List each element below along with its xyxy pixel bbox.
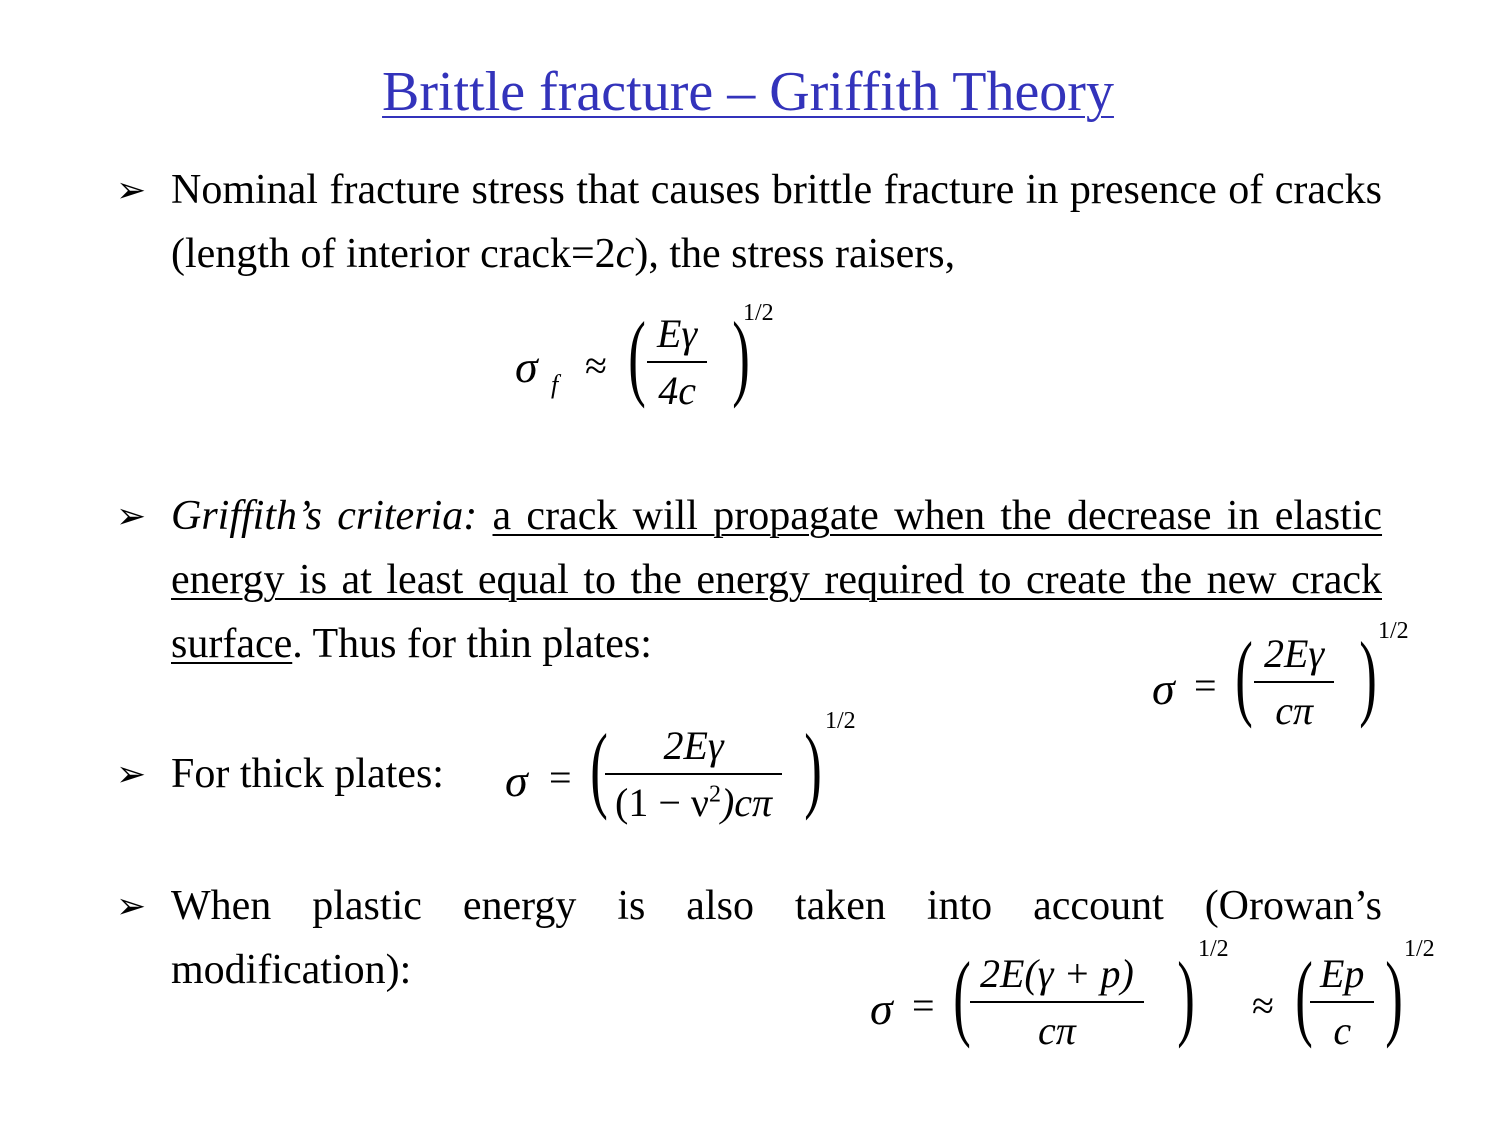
eq4-numerator: 2E(γ + p) <box>970 950 1144 1003</box>
eq4-equals: = <box>912 983 935 1028</box>
eq3-exponent: 1/2 <box>825 708 856 734</box>
eq2-fraction <box>1254 630 1334 734</box>
griffith-criteria-statement: a crack will propagate when the decrease in elastic energy is at least equal to the energy required to create the new crack surface <box>171 493 1383 667</box>
equation-thick-plates <box>505 708 875 848</box>
eq1-fraction <box>647 310 707 414</box>
eq2-left-paren: ( <box>1235 622 1253 729</box>
eq4-sigma: σ <box>870 983 893 1034</box>
bullet-marker-4: ➢ <box>116 886 147 926</box>
bullet-1-part-b: ), the stress raisers, <box>634 231 956 277</box>
eq1-exponent: 1/2 <box>743 300 774 326</box>
equation-nominal-fracture-stress <box>515 300 795 430</box>
bullet-text-3: For thick plates: <box>171 751 444 797</box>
eq4-denominator: cπ <box>1038 1008 1076 1053</box>
eq3-den-sup: 2 <box>708 781 721 808</box>
griffith-criteria-label: Griffith’s criteria: <box>171 493 478 539</box>
eq4-fraction-2 <box>1310 950 1374 1054</box>
eq3-left-paren: ( <box>590 714 608 821</box>
eq2-right-paren: ) <box>1359 622 1377 729</box>
eq3-fraction <box>605 722 782 826</box>
eq1-subscript: f <box>551 370 559 399</box>
bullet-marker-1: ➢ <box>116 170 147 210</box>
eq4-denominator-2: c <box>1333 1008 1352 1053</box>
eq3-right-paren: ) <box>804 714 822 821</box>
eq2-denominator: cπ <box>1275 688 1313 733</box>
eq3-den-a: (1 − ν <box>615 780 709 825</box>
equation-thin-plates <box>1152 618 1432 748</box>
eq1-right-paren: ) <box>732 302 750 409</box>
eq4-right-paren: ) <box>1177 942 1195 1049</box>
eq4-approx: ≈ <box>1252 983 1274 1028</box>
eq1-approx: ≈ <box>585 343 607 388</box>
eq4-left-paren-2: ( <box>1295 942 1313 1049</box>
bullet-1-part-a: Nominal fracture stress that causes brittle fracture in presence of cracks (length of interior crack=2 <box>171 167 1382 277</box>
bullet-marker-2: ➢ <box>116 496 147 536</box>
bullet-1-crack-var: c <box>615 231 635 277</box>
eq3-sigma: σ <box>505 755 528 806</box>
eq3-numerator: 2Eγ <box>605 722 782 775</box>
eq4-right-paren-2: ) <box>1385 942 1403 1049</box>
eq4-exponent-2: 1/2 <box>1404 936 1435 962</box>
eq4-numerator-2: Ep <box>1310 950 1374 1003</box>
eq2-exponent: 1/2 <box>1378 618 1409 644</box>
eq4-fraction <box>970 950 1144 1054</box>
eq1-sigma: σ <box>515 341 538 392</box>
bullet-marker-3: ➢ <box>116 754 147 794</box>
eq2-sigma: σ <box>1152 663 1175 714</box>
eq1-denominator: 4c <box>658 368 696 413</box>
eq4-exponent: 1/2 <box>1198 936 1229 962</box>
bullet-text-1 <box>171 158 1382 286</box>
eq3-denominator <box>605 775 782 826</box>
eq1-numerator: Eγ <box>647 310 707 363</box>
slide-title: Brittle fracture – Griffith Theory <box>382 61 1114 123</box>
eq1-left-paren: ( <box>628 302 646 409</box>
eq3-den-b: )cπ <box>720 780 773 825</box>
eq4-left-paren: ( <box>953 942 971 1049</box>
equation-orowan <box>870 936 1460 1076</box>
eq2-equals: = <box>1194 663 1217 708</box>
eq3-equals: = <box>549 755 572 800</box>
bullet-4-text: When plastic energy is also taken into account (Orowan’s modification): <box>171 883 1382 993</box>
thin-plates-lead: . Thus for thin plates: <box>292 621 652 667</box>
eq2-numerator: 2Eγ <box>1254 630 1334 683</box>
